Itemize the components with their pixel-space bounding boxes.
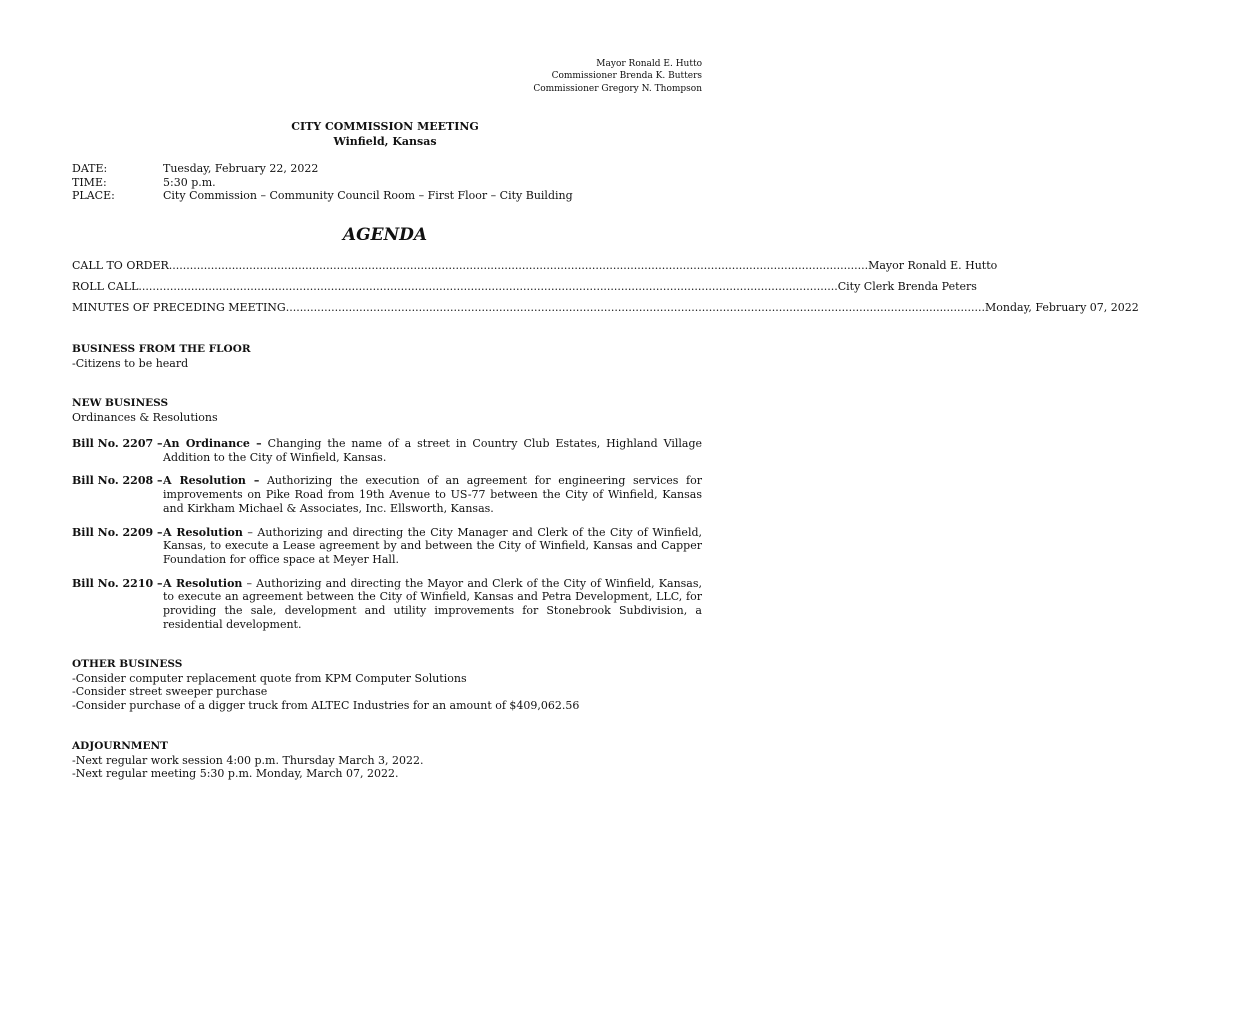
commissioner-line: Mayor Ronald E. Hutto	[596, 59, 702, 69]
commissioner-line: Commissioner Brenda K. Butters	[551, 71, 702, 82]
section-line: -Next regular meeting 5:30 p.m. Monday, March 07, 2022.	[72, 767, 399, 781]
opening-item-value: City Clerk Brenda Peters	[837, 280, 977, 293]
bill-text: Authorizing the execution of an agreement for engineering services for improvements on Pike Road from 19th Avenue to US-77 between the City of Winfield, Kansas and Kirkham Michael & Associates, Inc. Ellsworth, Kansas.	[163, 474, 702, 515]
bill-description	[163, 577, 702, 632]
detail-value: City Commission – Community Council Room – First Floor – City Building	[163, 189, 573, 203]
section-heading: BUSINESS FROM THE FLOOR	[72, 343, 251, 355]
bill-type: A Resolution	[163, 525, 243, 539]
section-line: -Consider street sweeper purchase	[72, 685, 268, 699]
meeting-heading	[0, 119, 770, 149]
bill-item	[72, 526, 702, 567]
bill-text: Changing the name of a street in Country Club Estates, Highland Village Addition to the City of Winfield, Kansas.	[163, 437, 702, 464]
bills-list	[72, 437, 702, 641]
meeting-title: CITY COMMISSION MEETING	[291, 120, 479, 133]
bill-type: A Resolution	[163, 576, 243, 590]
meeting-details	[72, 162, 573, 203]
commissioner-line: Commissioner Gregory N. Thompson	[533, 83, 702, 94]
opening-items	[72, 259, 1139, 322]
bill-item	[72, 474, 702, 515]
opening-item-label: ROLL CALL	[72, 280, 139, 293]
detail-value: 5:30 p.m.	[163, 175, 216, 189]
bill-type: A Resolution –	[163, 474, 260, 488]
bill-number: Bill No. 2208 –	[72, 474, 163, 488]
section-heading: OTHER BUSINESS	[72, 658, 183, 670]
meeting-location: Winfield, Kansas	[333, 135, 437, 148]
opening-item-value: Mayor Ronald E. Hutto	[868, 259, 998, 272]
section-heading: NEW BUSINESS	[72, 397, 169, 409]
bill-description	[163, 526, 702, 567]
adjournment-section	[72, 740, 702, 781]
detail-row-date	[72, 162, 573, 176]
dot-leader: ........................................................................................................................................................................................................	[138, 280, 838, 293]
section-line: -Consider computer replacement quote from KPM Computer Solutions	[72, 671, 467, 685]
opening-item-label: CALL TO ORDER	[72, 259, 169, 272]
commissioners-list	[533, 58, 702, 95]
section-line: -Consider purchase of a digger truck from ALTEC Industries for an amount of $409,062.56	[72, 699, 580, 713]
opening-item	[72, 280, 977, 301]
opening-item-value: Monday, February 07, 2022	[985, 301, 1139, 314]
bill-item	[72, 577, 702, 632]
dot-leader: ........................................................................................................................................................................................................	[168, 259, 869, 272]
opening-item	[72, 259, 998, 280]
bill-description	[163, 437, 702, 464]
section-subheading: Ordinances & Resolutions	[72, 410, 218, 424]
section-line: -Citizens to be heard	[72, 356, 189, 370]
new-business-section	[72, 397, 702, 424]
detail-row-place	[72, 189, 573, 203]
detail-row-time	[72, 176, 573, 190]
bill-text: – Authorizing and directing the City Manager and Clerk of the City of Winfield, Kansas, to execute a Lease agreement by and between the City of Winfield, Kansas and Capper Foundation for office space at Meyer Hall.	[163, 525, 703, 566]
section-line: -Next regular work session 4:00 p.m. Thursday March 3, 2022.	[72, 753, 424, 767]
opening-item-label: MINUTES OF PRECEDING MEETING	[72, 301, 286, 314]
detail-label: DATE:	[72, 162, 108, 175]
bill-number: Bill No. 2207 –	[72, 437, 163, 450]
other-business-section	[72, 658, 702, 713]
bill-description	[163, 474, 702, 515]
bill-text: – Authorizing and directing the Mayor and Clerk of the City of Winfield, Kansas, to execute an agreement between the City of Winfield, Kansas and Petra Development, LLC, for providing the sale, development and utility improvements for Stonebrook Subdivision, a residential development.	[163, 576, 702, 631]
agenda-title: AGENDA	[342, 225, 428, 245]
opening-item	[72, 301, 1139, 322]
detail-label: TIME:	[72, 175, 107, 189]
business-from-floor-section	[72, 343, 702, 370]
bill-number: Bill No. 2209 –	[72, 525, 163, 539]
detail-label: PLACE:	[72, 189, 115, 203]
bill-number: Bill No. 2210 –	[72, 576, 163, 590]
bill-type: An Ordinance –	[163, 437, 262, 450]
bill-item	[72, 437, 702, 464]
dot-leader: ........................................................................................................................................................................................................	[285, 301, 986, 314]
section-heading: ADJOURNMENT	[72, 740, 168, 752]
detail-value: Tuesday, February 22, 2022	[163, 162, 319, 175]
